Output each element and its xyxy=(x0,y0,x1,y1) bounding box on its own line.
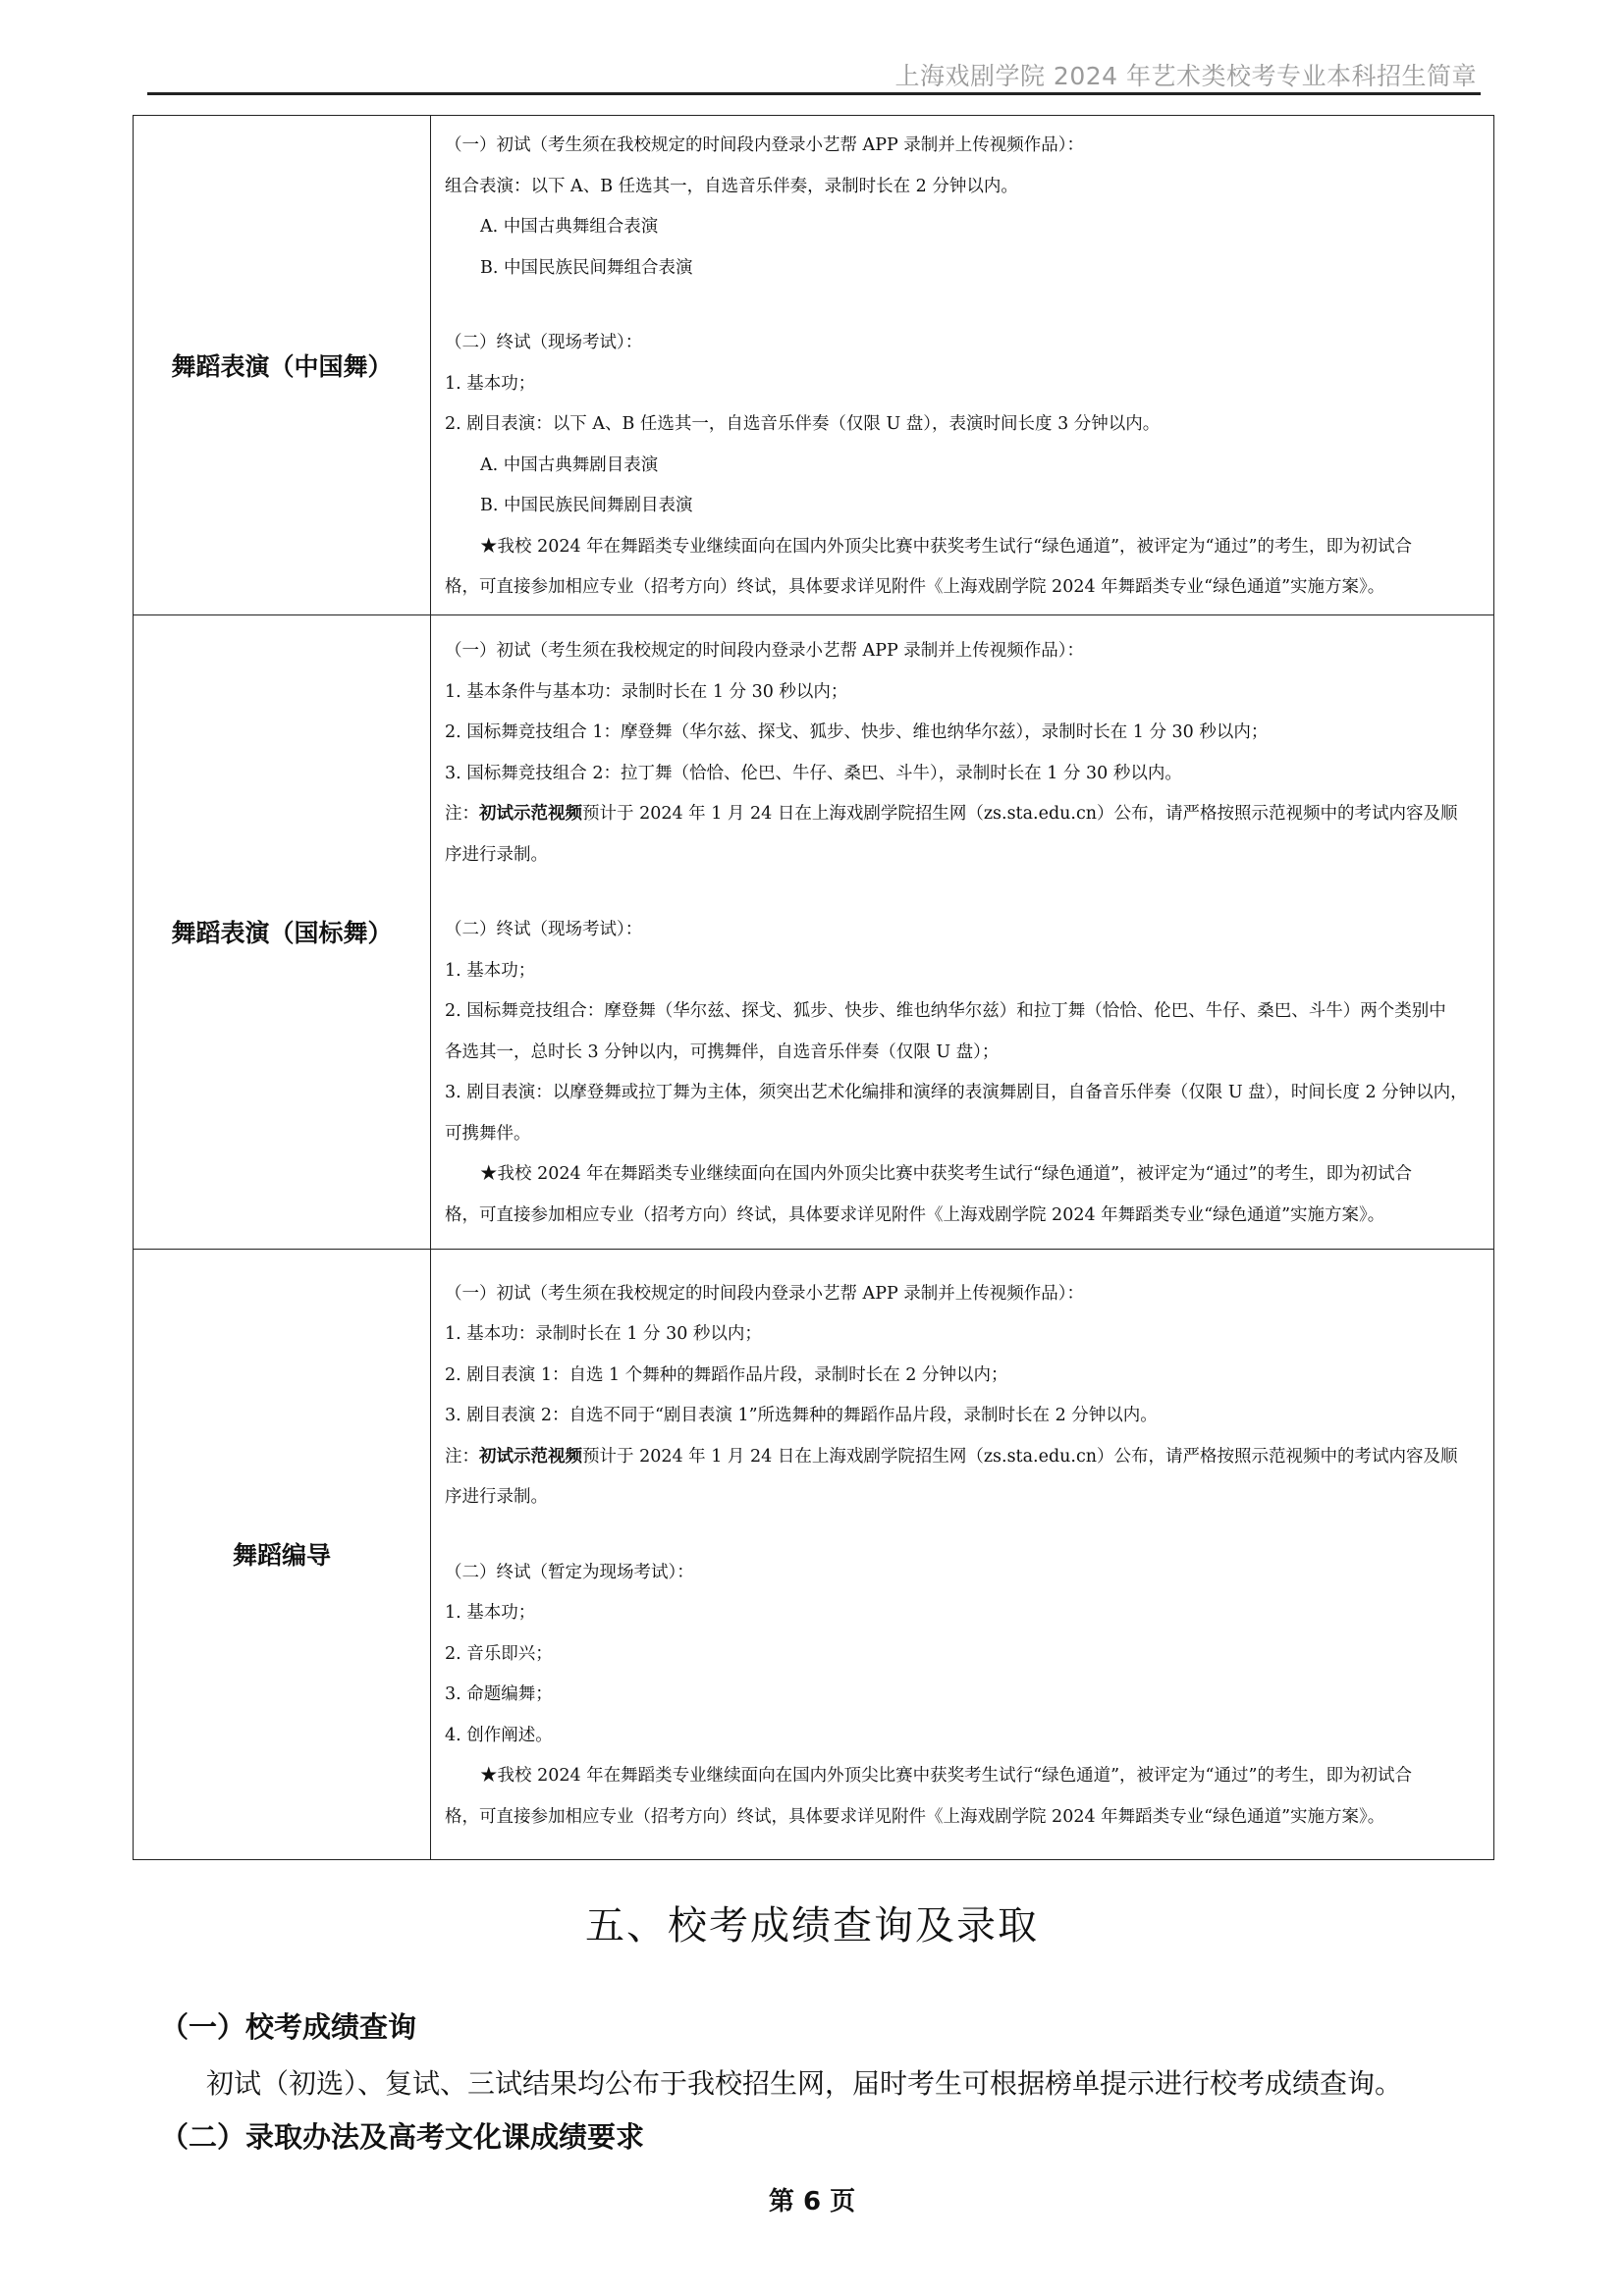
text-line: 2. 国标舞竞技组合：摩登舞（华尔兹、探戈、狐步、快步、维也纳华尔兹）和拉丁舞（恰恰、伦巴、牛仔、桑巴、斗牛）两个类别中 xyxy=(445,1001,1446,1021)
major-cell: 舞蹈表演（中国舞） xyxy=(134,116,431,615)
text-line: 2. 剧目表演：以下 A、B 任选其一，自选音乐伴奏（仅限 U 盘），表演时间长度 3 分钟以内。 xyxy=(445,414,1161,434)
text-line: 组合表演：以下 A、B 任选其一，自选音乐伴奏，录制时长在 2 分钟以内。 xyxy=(445,176,1018,196)
text-line: 3. 命题编舞； xyxy=(445,1684,553,1705)
text-line: 2. 音乐即兴； xyxy=(445,1643,553,1664)
text-line: 格，可直接参加相应专业（招考方向）终试，具体要求详见附件《上海戏剧学院 2024 年舞蹈类专业“绿色通道”实施方案》。 xyxy=(445,1204,1385,1225)
note-prefix: 注： xyxy=(445,804,479,824)
paragraph-score-query: 初试（初选）、复试、三试结果均公布于我校招生网，届时考生可根据榜单提示进行校考成绩查询。 xyxy=(206,2067,1403,2100)
text-line: 序进行录制。 xyxy=(445,1487,548,1508)
text-line: ★我校 2024 年在舞蹈类专业继续面向在国内外顶尖比赛中获奖考生试行“绿色通道”，被评定为“通过”的考生，即为初试合 xyxy=(480,1766,1412,1787)
text-line: 2. 国标舞竞技组合 1：摩登舞（华尔兹、探戈、狐步、快步、维也纳华尔兹），录制时长在 1 分 30 秒以内； xyxy=(445,722,1269,742)
note-text: 预计于 2024 年 1 月 24 日在上海戏剧学院招生网（zs.sta.edu.cn）公布，请严格按照示范视频中的考试内容及顺 xyxy=(582,1446,1458,1467)
subsection-title-admission: （二）录取办法及高考文化课成绩要求 xyxy=(160,2120,645,2154)
content-cell xyxy=(431,1249,1494,1859)
text-line: 格，可直接参加相应专业（招考方向）终试，具体要求详见附件《上海戏剧学院 2024 年舞蹈类专业“绿色通道”实施方案》。 xyxy=(445,1806,1385,1827)
text-line: （二）终试（暂定为现场考试）： xyxy=(445,1562,694,1582)
text-line: （一）初试（考生须在我校规定的时间段内登录小艺帮 APP 录制并上传视频作品）： xyxy=(445,641,1085,661)
text-line: 各选其一，总时长 3 分钟以内，可携舞伴，自选音乐伴奏（仅限 U 盘）； xyxy=(445,1041,1000,1062)
text-line: （一）初试（考生须在我校规定的时间段内登录小艺帮 APP 录制并上传视频作品）： xyxy=(445,135,1085,155)
text-line: 1. 基本功：录制时长在 1 分 30 秒以内； xyxy=(445,1324,762,1345)
text-line: 3. 剧目表演：以摩登舞或拉丁舞为主体，须突出艺术化编排和演绎的表演舞剧目，自备音乐伴奏（仅限 U 盘），时间长度 2 分钟以内， xyxy=(445,1083,1468,1102)
spacer xyxy=(445,289,1480,323)
text-line: 3. 国标舞竞技组合 2：拉丁舞（恰恰、伦巴、牛仔、桑巴、斗牛），录制时长在 1 分 30 秒以内。 xyxy=(445,763,1182,783)
text-line: 格，可直接参加相应专业（招考方向）终试，具体要求详见附件《上海戏剧学院 2024 年舞蹈类专业“绿色通道”实施方案》。 xyxy=(445,577,1385,597)
header-title: 上海戏剧学院 2024 年艺术类校考专业本科招生简章 xyxy=(894,62,1477,90)
table-row xyxy=(134,614,1494,1249)
text-line: 4. 创作阐述。 xyxy=(445,1725,553,1745)
content-cell xyxy=(431,116,1494,615)
text-line: B. 中国民族民间舞组合表演 xyxy=(480,257,693,278)
note-line xyxy=(445,794,1480,835)
note-text: 预计于 2024 年 1 月 24 日在上海戏剧学院招生网（zs.sta.edu.cn）公布，请严格按照示范视频中的考试内容及顺 xyxy=(582,804,1458,824)
exam-content-table xyxy=(133,115,1494,1860)
text-line: A. 中国古典舞组合表演 xyxy=(480,217,659,237)
text-line: 序进行录制。 xyxy=(445,844,548,865)
note-bold: 初试示范视频 xyxy=(479,804,582,824)
page-header xyxy=(147,57,1481,95)
text-line: A. 中国古典舞剧目表演 xyxy=(480,454,659,475)
content-cell xyxy=(431,614,1494,1249)
text-line: 1. 基本功； xyxy=(445,1603,536,1624)
table-row xyxy=(134,116,1494,615)
spacer xyxy=(445,1519,1480,1553)
note-prefix: 注： xyxy=(445,1446,479,1467)
text-line: 2. 剧目表演 1：自选 1 个舞种的舞蹈作品片段，录制时长在 2 分钟以内； xyxy=(445,1364,1008,1385)
text-line: 1. 基本条件与基本功：录制时长在 1 分 30 秒以内； xyxy=(445,681,848,702)
text-line: ★我校 2024 年在舞蹈类专业继续面向在国内外顶尖比赛中获奖考生试行“绿色通道”，被评定为“通过”的考生，即为初试合 xyxy=(480,1164,1412,1184)
major-cell: 舞蹈编导 xyxy=(134,1249,431,1859)
text-line: ★我校 2024 年在舞蹈类专业继续面向在国内外顶尖比赛中获奖考生试行“绿色通道”，被评定为“通过”的考生，即为初试合 xyxy=(480,536,1412,557)
text-line: 可携舞伴。 xyxy=(445,1123,531,1144)
note-bold: 初试示范视频 xyxy=(479,1446,582,1467)
major-cell: 舞蹈表演（国标舞） xyxy=(134,614,431,1249)
text-line: 1. 基本功； xyxy=(445,373,536,394)
text-line: B. 中国民族民间舞剧目表演 xyxy=(480,496,693,515)
page-number: 第 6 页 xyxy=(768,2187,856,2216)
spacer xyxy=(445,876,1480,910)
text-line: （二）终试（现场考试）： xyxy=(445,333,643,352)
note-line xyxy=(445,1437,1480,1478)
section-title: 五、校考成绩查询及录取 xyxy=(585,1903,1039,1949)
subsection-title-score-query: （一）校考成绩查询 xyxy=(160,2010,417,2044)
text-line: （一）初试（考生须在我校规定的时间段内登录小艺帮 APP 录制并上传视频作品）： xyxy=(445,1283,1085,1304)
table-row xyxy=(134,1249,1494,1859)
text-line: （二）终试（现场考试）： xyxy=(445,920,643,939)
text-line: 3. 剧目表演 2：自选不同于“剧目表演 1”所选舞种的舞蹈作品片段，录制时长在 2 分钟以内。 xyxy=(445,1406,1158,1426)
text-line: 1. 基本功； xyxy=(445,960,536,981)
